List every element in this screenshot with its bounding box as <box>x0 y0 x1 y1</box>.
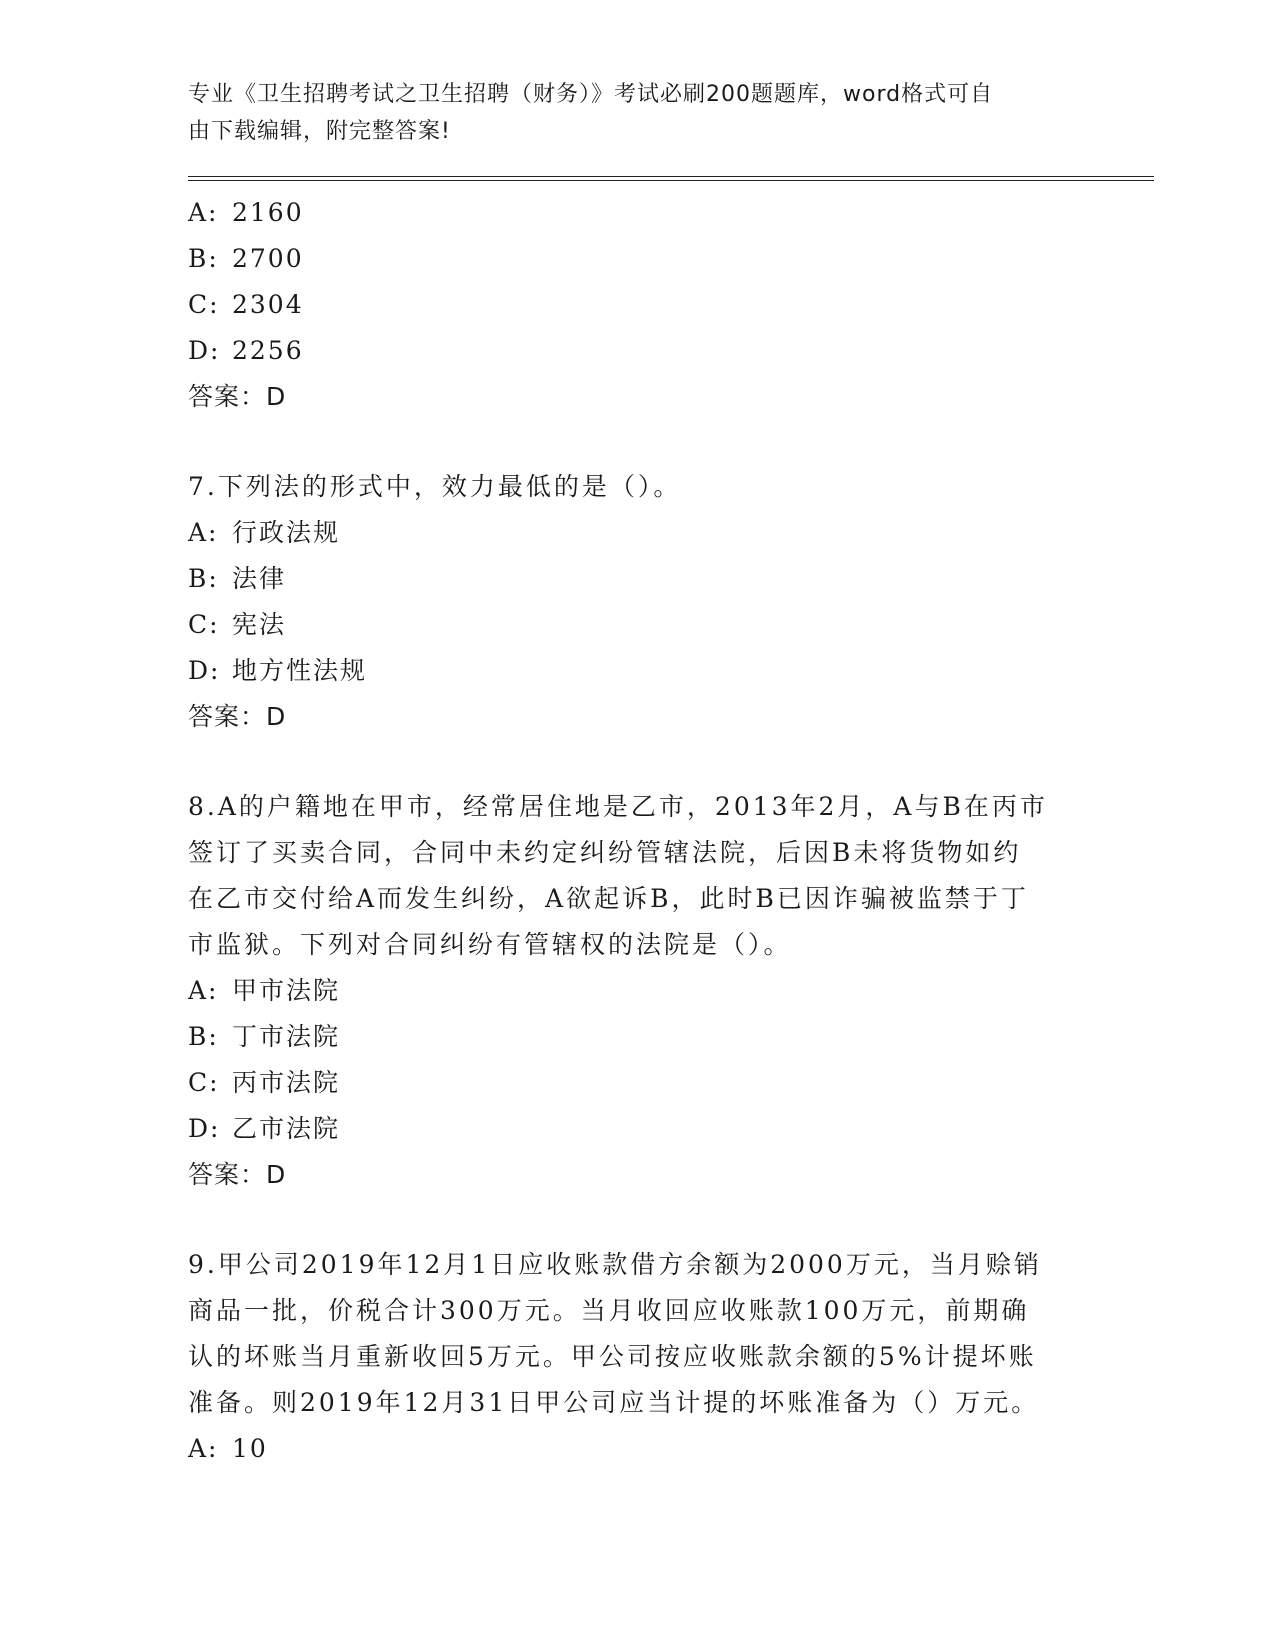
header-title-line-1: 专业《卫生招聘考试之卫生招聘（财务）》考试必刷200题题库，word格式可自 <box>188 82 994 107</box>
question-7 <box>188 464 1088 740</box>
option-b <box>188 556 1088 602</box>
option-letter: C: <box>188 1068 220 1097</box>
option-letter: D: <box>188 1114 221 1143</box>
question-content <box>188 190 1088 1472</box>
stem-line: 8.A的户籍地在甲市，经常居住地是乙市，2013年2月，A与B在丙市 <box>188 792 1048 821</box>
option-text: 2304 <box>232 290 304 319</box>
option-letter: B: <box>188 244 219 273</box>
option-a <box>188 968 1088 1014</box>
option-letter: D: <box>188 336 221 365</box>
option-b <box>188 236 1088 282</box>
option-letter: D: <box>188 656 221 685</box>
option-c <box>188 1060 1088 1106</box>
option-text: 丙市法院 <box>232 1068 341 1097</box>
option-text: 行政法规 <box>232 518 341 547</box>
spacer <box>188 420 1088 464</box>
option-text: 2160 <box>232 198 304 227</box>
option-d <box>188 1106 1088 1152</box>
question-stem <box>188 464 1088 510</box>
option-letter: C: <box>188 610 220 639</box>
stem-line: 市监狱。下列对合同纠纷有管辖权的法院是（）。 <box>188 930 792 959</box>
stem-line: 准备。则2019年12月31日甲公司应当计提的坏账准备为（）万元。 <box>188 1388 1040 1417</box>
option-text: 丁市法院 <box>232 1022 341 1051</box>
option-letter: A: <box>188 976 219 1005</box>
option-letter: B: <box>188 1022 219 1051</box>
stem-line: 认的坏账当月重新收回5万元。甲公司按应收账款余额的5%计提坏账 <box>188 1342 1037 1371</box>
answer-line: 答案：D <box>188 382 287 411</box>
option-text: 宪法 <box>232 610 287 639</box>
option-letter: B: <box>188 564 219 593</box>
option-letter: A: <box>188 518 219 547</box>
answer-line: 答案：D <box>188 702 287 731</box>
option-d <box>188 328 1088 374</box>
spacer <box>188 740 1088 784</box>
option-text: 地方性法规 <box>232 656 368 685</box>
stem-line: 商品一批，价税合计300万元。当月收回应收账款100万元，前期确 <box>188 1296 1030 1325</box>
document-header <box>188 76 1088 150</box>
option-a <box>188 190 1088 236</box>
option-a <box>188 510 1088 556</box>
stem-line: 7.下列法的形式中，效力最低的是（）。 <box>188 472 682 501</box>
question-9 <box>188 1242 1088 1472</box>
option-text: 10 <box>232 1434 268 1463</box>
option-text: 乙市法院 <box>232 1114 341 1143</box>
question-stem <box>188 1242 1088 1426</box>
option-text: 法律 <box>232 564 287 593</box>
option-letter: C: <box>188 290 220 319</box>
option-c <box>188 602 1088 648</box>
header-title-line-2: 由下载编辑，附完整答案! <box>188 119 451 144</box>
stem-line: 在乙市交付给A而发生纠纷，A欲起诉B，此时B已因诈骗被监禁于丁 <box>188 884 1029 913</box>
option-d <box>188 648 1088 694</box>
header-divider <box>188 176 1154 181</box>
stem-line: 9.甲公司2019年12月1日应收账款借方余额为2000万元，当月赊销 <box>188 1250 1042 1279</box>
option-text: 甲市法院 <box>232 976 341 1005</box>
option-a <box>188 1426 1088 1472</box>
question-stem <box>188 784 1088 968</box>
option-letter: A: <box>188 198 219 227</box>
option-c <box>188 282 1088 328</box>
option-text: 2700 <box>232 244 304 273</box>
answer-line: 答案：D <box>188 1160 287 1189</box>
stem-line: 签订了买卖合同，合同中未约定纠纷管辖法院，后因B未将货物如约 <box>188 838 1022 867</box>
option-b <box>188 1014 1088 1060</box>
question-8 <box>188 784 1088 1198</box>
spacer <box>188 1198 1088 1242</box>
option-letter: A: <box>188 1434 219 1463</box>
question-6-options <box>188 190 1088 420</box>
option-text: 2256 <box>232 336 304 365</box>
